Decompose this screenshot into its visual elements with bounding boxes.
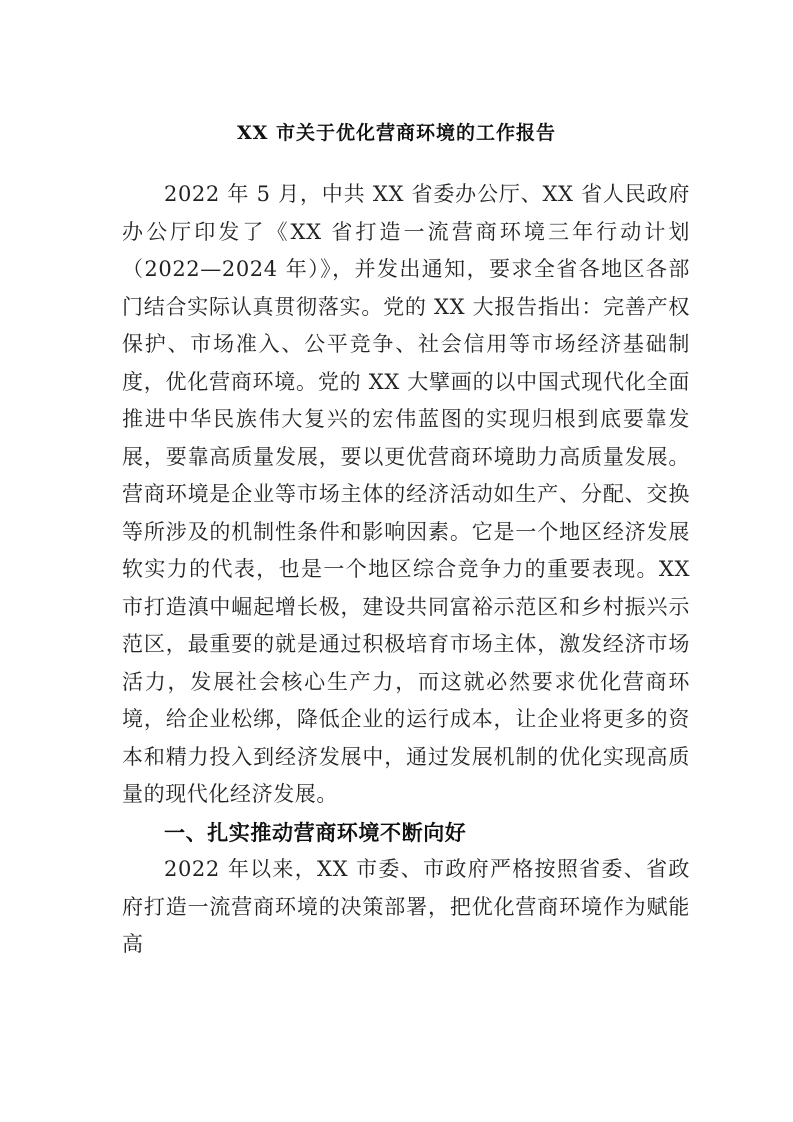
document-title: XX 市关于优化营商环境的工作报告 <box>236 122 557 144</box>
body-paragraph: 2022 年 5 月，中共 XX 省委办公厅、XX 省人民政府办公厅印发了《XX 省打造一流营商环境三年行动计划（2022—2024 年）》，并发出通知，要求全省各地区各部门结合实际认真贯彻落实。党的 XX 大报告指出：完善产权保护、市场准入、公平竞争、社会信用等市场经济基础制度，优化营商环境。党的 XX 大擘画的以中国式现代化全面推进中华民族伟大复兴的宏伟蓝图的实现归根到底要靠发展，要靠高质量发展，要以更优营商环境助力高质量发展。营商环境是企业等市场主体的经济活动如生产、分配、交换等所涉及的机制性条件和影响因素。它是一个地区经济发展软实力的代表，也是一个地区综合竞争力的重要表现。XX 市打造滇中崛起增长极，建设共同富裕示范区和乡村振兴示范区，最重要的就是通过积极培育市场主体，激发经济市场活力，发展社会核心生产力，而这就必然要求优化营商环境，给企业松绑，降低企业的运行成本，让企业将更多的资本和精力投入到经济发展中，通过发展机制的优化实现高质量的现代化经济发展。 <box>122 182 690 806</box>
section-heading: 一、扎实推动营商环境不断向好 <box>164 819 467 845</box>
body-paragraph: 2022 年以来，XX 市委、市政府严格按照省委、省政府打造一流营商环境的决策部署，把优化营商环境作为赋能高 <box>122 857 690 956</box>
document-body <box>122 176 690 964</box>
